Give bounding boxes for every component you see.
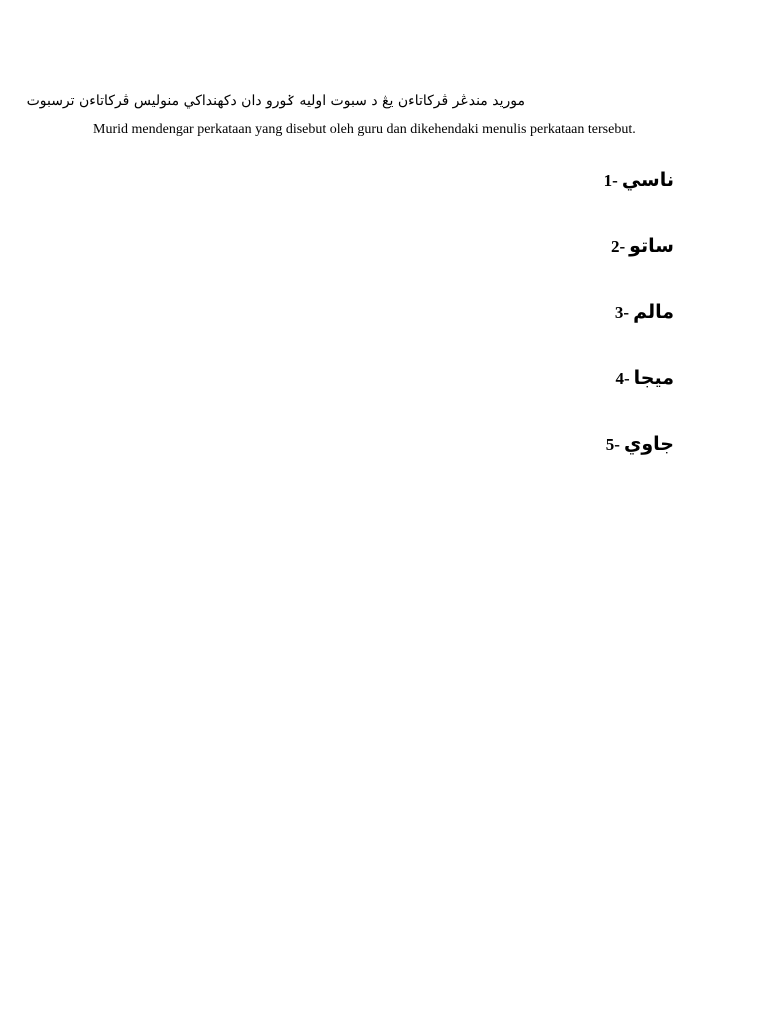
word-item-5 <box>374 430 674 496</box>
word-list <box>374 166 674 496</box>
instruction-jawi: موريد مندڠر ڤركاتاءن يڠ د سبوت اوليه ݢورو دان دكهنداكي منوليس ڤركاتاءن ترسبوت <box>26 93 525 109</box>
word-number: 4- <box>615 369 630 388</box>
word-item-3 <box>374 298 674 364</box>
word-item-1 <box>374 166 674 232</box>
jawi-word: ناسي <box>621 169 674 191</box>
word-item-4 <box>374 364 674 430</box>
jawi-word: ميجا <box>633 367 674 389</box>
instruction-latin: Murid mendengar perkataan yang disebut oleh guru dan dikehendaki menulis perkataan tersebut. <box>93 122 636 137</box>
word-number: 2- <box>610 237 626 256</box>
jawi-word: مالم <box>633 301 674 323</box>
jawi-word: جاوي <box>623 433 674 455</box>
word-number: 1- <box>603 171 618 190</box>
jawi-word: ساتو <box>629 235 674 257</box>
word-number: 5- <box>605 435 620 454</box>
word-number: 3- <box>614 303 630 322</box>
word-item-2 <box>374 232 674 298</box>
